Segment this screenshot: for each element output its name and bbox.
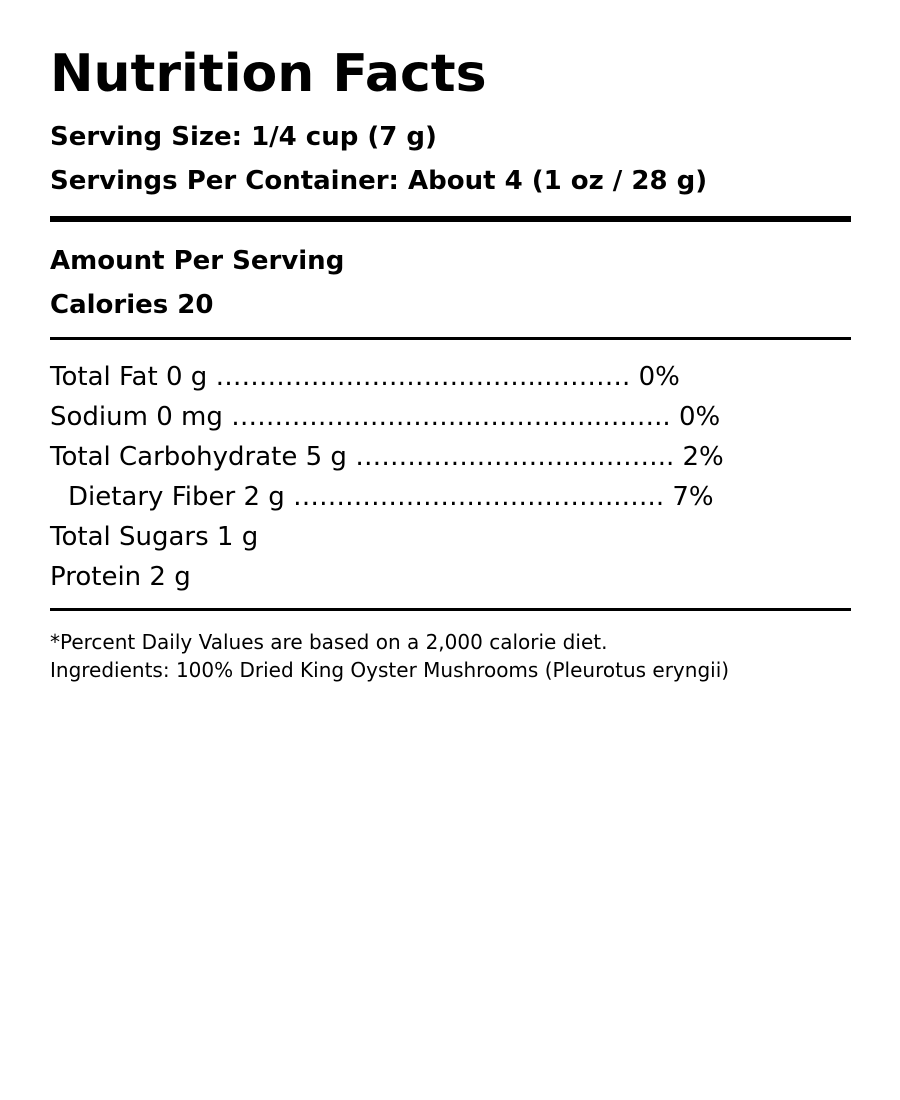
amount-per-serving: Amount Per Serving	[50, 246, 345, 276]
nutrient-row-total-sugars: Total Sugars 1 g	[50, 522, 259, 552]
nutrient-row-total-fat: Total Fat 0 g ………………………………..………. 0%	[50, 362, 680, 392]
daily-value-footnote: *Percent Daily Values are based on a 2,000 calorie diet.	[50, 630, 608, 654]
label-title: Nutrition Facts	[50, 44, 487, 104]
servings-per-container: Servings Per Container: About 4 (1 oz / 28 g)	[50, 166, 708, 196]
divider	[50, 337, 851, 340]
nutrient-row-total-carbohydrate: Total Carbohydrate 5 g ……………………..……….. 2%	[50, 442, 724, 472]
ingredients: Ingredients: 100% Dried King Oyster Mushrooms (Pleurotus eryngii)	[50, 658, 730, 682]
nutrient-row-protein: Protein 2 g	[50, 562, 191, 592]
nutrient-row-sodium: Sodium 0 mg ………………………..…………..…….. 0%	[50, 402, 721, 432]
nutrient-row-dietary-fiber: Dietary Fiber 2 g ………………………………..….. 7%	[68, 482, 714, 512]
divider	[50, 608, 851, 611]
serving-size: Serving Size: 1/4 cup (7 g)	[50, 122, 437, 152]
thick-divider	[50, 216, 851, 222]
calories: Calories 20	[50, 290, 214, 320]
